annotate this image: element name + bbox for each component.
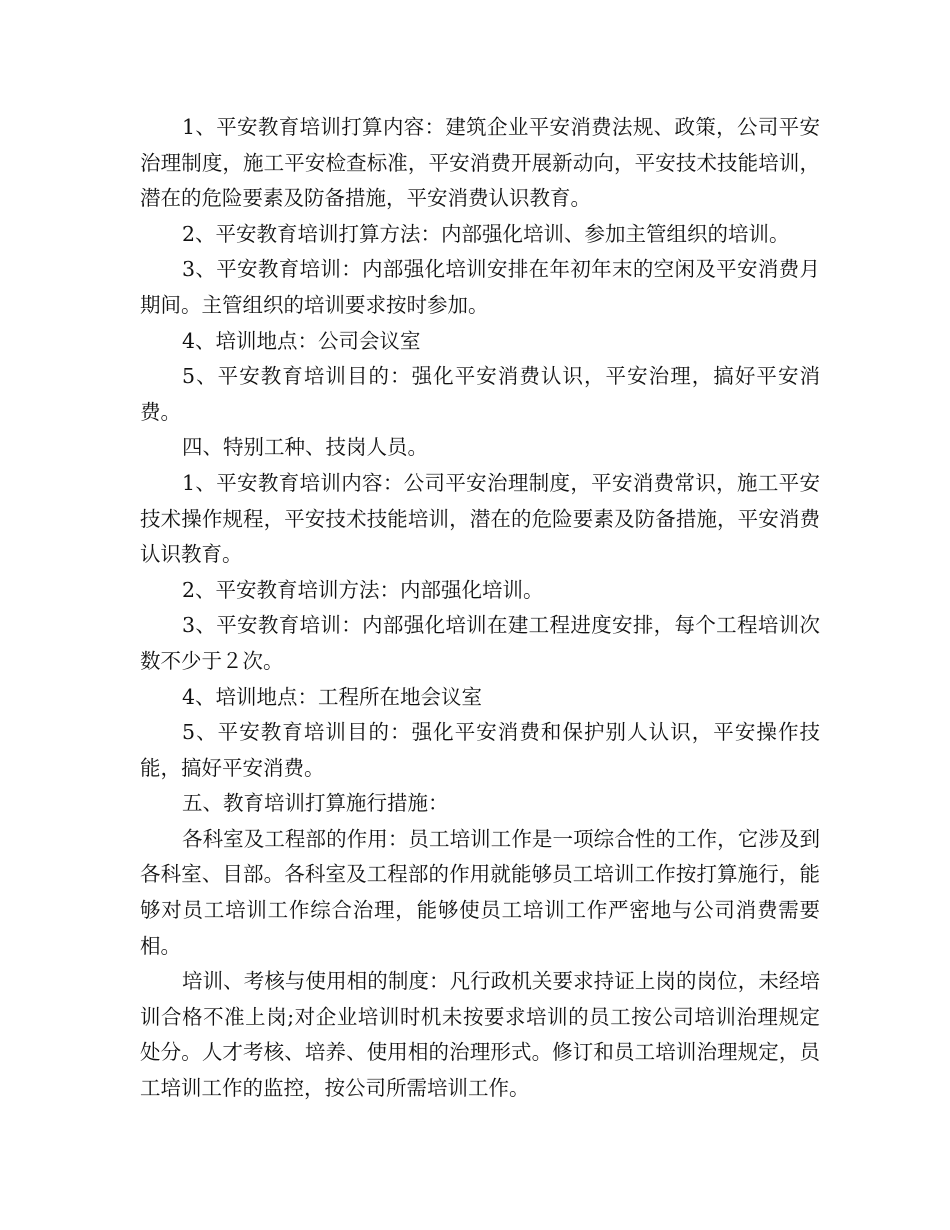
paragraph-4: 4、培训地点：公司会议室 <box>182 328 421 353</box>
paragraph-2: 2、平安教育培训打算方法：内部强化培训、参加主管组织的培训。 <box>182 221 790 246</box>
paragraph-5: 5、平安教育培训目的：强化平安消费认识，平安治理，搞好平安消费。 <box>140 364 820 424</box>
paragraph-1: 1、平安教育培训打算内容：建筑企业平安消费法规、政策，公司平安治理制度，施工平安检查标准，平安消费开展新动向，平安技术技能培训，潜在的危险要素及防备措施，平安消费认识教育。 <box>140 115 820 211</box>
paragraph-9: 4、培训地点：工程所在地会议室 <box>182 684 483 709</box>
section-heading-4: 四、特别工种、技岗人员。 <box>182 435 428 460</box>
paragraph-6: 1、平安教育培训内容：公司平安治理制度，平安消费常识，施工平安技术操作规程，平安技术技能培训，潜在的危险要素及防备措施，平安消费认识教育。 <box>140 470 820 567</box>
section-heading-5: 五、教育培训打算施行措施： <box>182 791 449 816</box>
paragraph-3: 3、平安教育培训：内部强化培训安排在年初年末的空闲及平安消费月期间。主管组织的培训要求按时参加。 <box>140 257 820 317</box>
paragraph-11: 各科室及工程部的作用：员工培训工作是一项综合性的工作，它涉及到各科室、目部。各科室及工程部的作用就能够员工培训工作按打算施行，能够对员工培训工作综合治理，能够使员工培训工作严密地与公司消费需要相。 <box>140 826 820 958</box>
paragraph-10: 5、平安教育培训目的：强化平安消费和保护别人认识，平安操作技能，搞好平安消费。 <box>140 720 820 780</box>
paragraph-12: 培训、考核与使用相的制度：凡行政机关要求持证上岗的岗位，未经培训合格不准上岗;对企业培训时机未按要求培训的员工按公司培训治理规定处分。人才考核、培养、使用相的治理形式。修订和员工培训治理规定，员工培训工作的监控，按公司所需培训工作。 <box>140 969 820 1101</box>
paragraph-7: 2、平安教育培训方法：内部强化培训。 <box>182 577 544 602</box>
document-page <box>140 110 820 1107</box>
paragraph-8: 3、平安教育培训：内部强化培训在建工程进度安排，每个工程培训次数不少于２次。 <box>140 613 820 673</box>
